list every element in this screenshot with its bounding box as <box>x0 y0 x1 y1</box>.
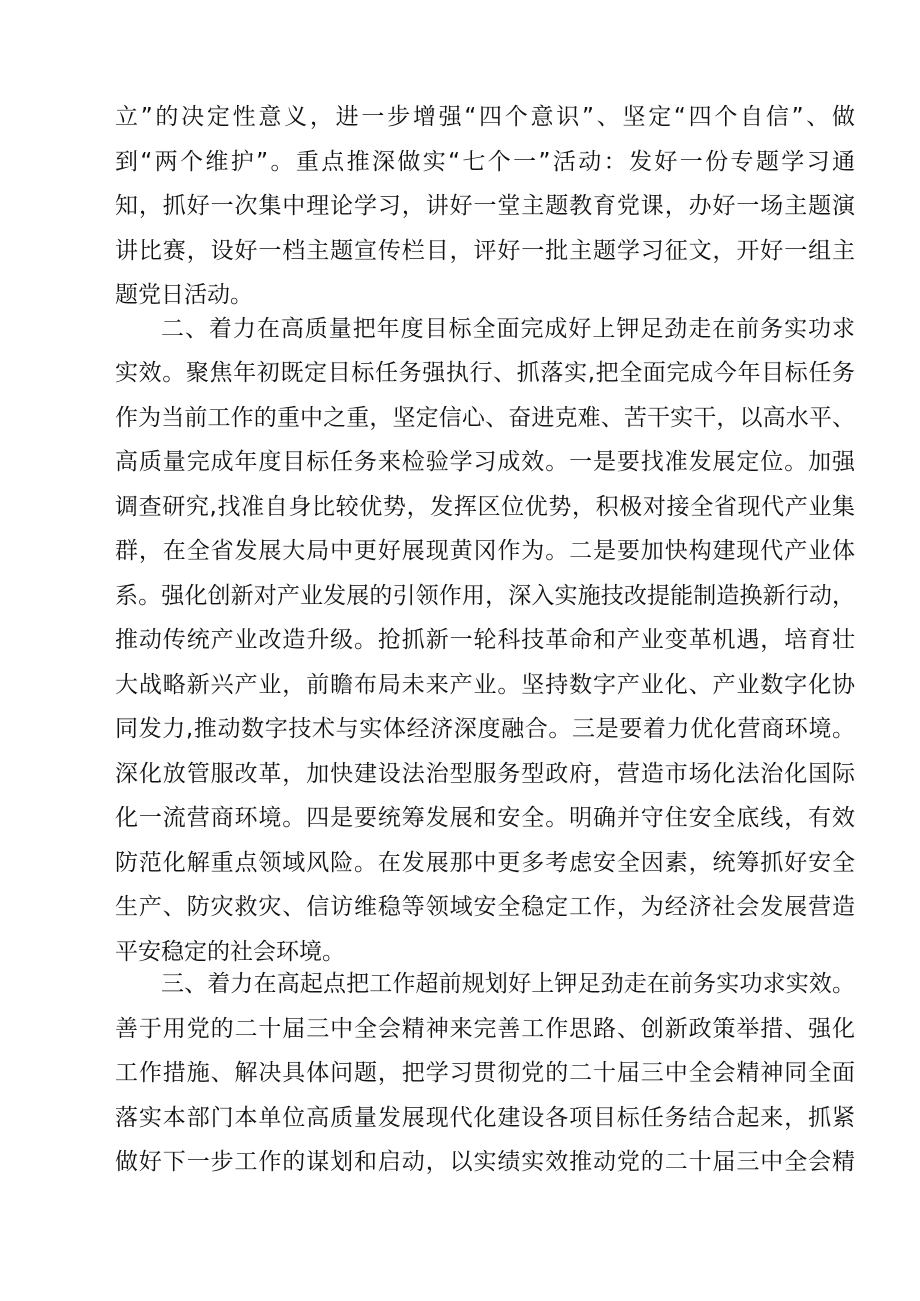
text-line: 作为当前工作的重中之重，坚定信心、奋进克难、苦干实干，以高水平、 <box>115 404 855 431</box>
text-line: 到“两个维护”。重点推深做实“七个一”活动：发好一份专题学习通 <box>115 148 855 175</box>
text-line: 系。强化创新对产业发展的引领作用，深入实施技改提能制造换新行动， <box>115 582 855 609</box>
text-line: 深化放管服改革，加快建设法治型服务型政府，营造市场化法治化国际 <box>115 760 855 787</box>
text-line: 工作措施、解决具体问题，把学习贯彻党的二十届三中全会精神同全面 <box>115 1060 855 1086</box>
text-line: 化一流营商环境。四是要统筹发展和安全。明确并守住安全底线，有效 <box>115 805 855 831</box>
text-line: 推动传统产业改造升级。抢抓新一轮科技革命和产业变革机遇，培育壮 <box>115 627 855 653</box>
text-line: 调查研究,找准自身比较优势，发挥区位优势，积极对接全省现代产业集 <box>115 493 855 520</box>
text-line: 同发力,推动数字技术与实体经济深度融合。三是要着力优化营商环境。 <box>115 716 855 742</box>
text-line: 防范化解重点领域风险。在发展那中更多考虑安全因素，统筹抓好安全 <box>115 849 855 876</box>
text-line: 大战略新兴产业，前瞻布局未来产业。坚持数字产业化、产业数字化协 <box>115 671 855 698</box>
text-line: 实效。聚焦年初既定目标任务强执行、抓落实,把全面完成今年目标任务 <box>115 360 855 386</box>
text-line: 题党日活动。 <box>115 282 253 308</box>
text-line: 生产、防灾救灾、信访维稳等领域安全稳定工作，为经济社会发展营造 <box>115 894 855 920</box>
text-line: 二、着力在高质量把年度目标全面完成好上钾足劲走在前务实功求 <box>161 315 855 342</box>
text-line: 知，抓好一次集中理论学习，讲好一堂主题教育党课，办好一场主题演 <box>115 193 855 219</box>
text-line: 高质量完成年度目标任务来检验学习成效。一是要找准发展定位。加强 <box>115 449 855 475</box>
text-line: 善于用党的二十届三中全会精神来完善工作思路、创新政策举措、强化 <box>115 1015 855 1042</box>
text-line: 三、着力在高起点把工作超前规划好上钾足劲走在前务实功求实效。 <box>161 971 855 997</box>
text-line: 平安稳定的社会环境。 <box>115 938 345 965</box>
text-line: 讲比赛，设好一档主题宣传栏目，评好一批主题学习征文，开好一组主 <box>115 237 855 264</box>
text-line: 做好下一步工作的谋划和启动，以实绩实效推动党的二十届三中全会精 <box>115 1149 855 1175</box>
text-line: 落实本部门本单位高质量发展现代化建设各项目标任务结合起来，抓紧 <box>115 1104 855 1131</box>
text-line: 群，在全省发展大局中更好展现黄冈作为。二是要加快构建现代产业体 <box>115 538 855 564</box>
text-line: 立”的决定性意义，进一步增强“四个意识”、坚定“四个自信”、做 <box>115 104 855 130</box>
